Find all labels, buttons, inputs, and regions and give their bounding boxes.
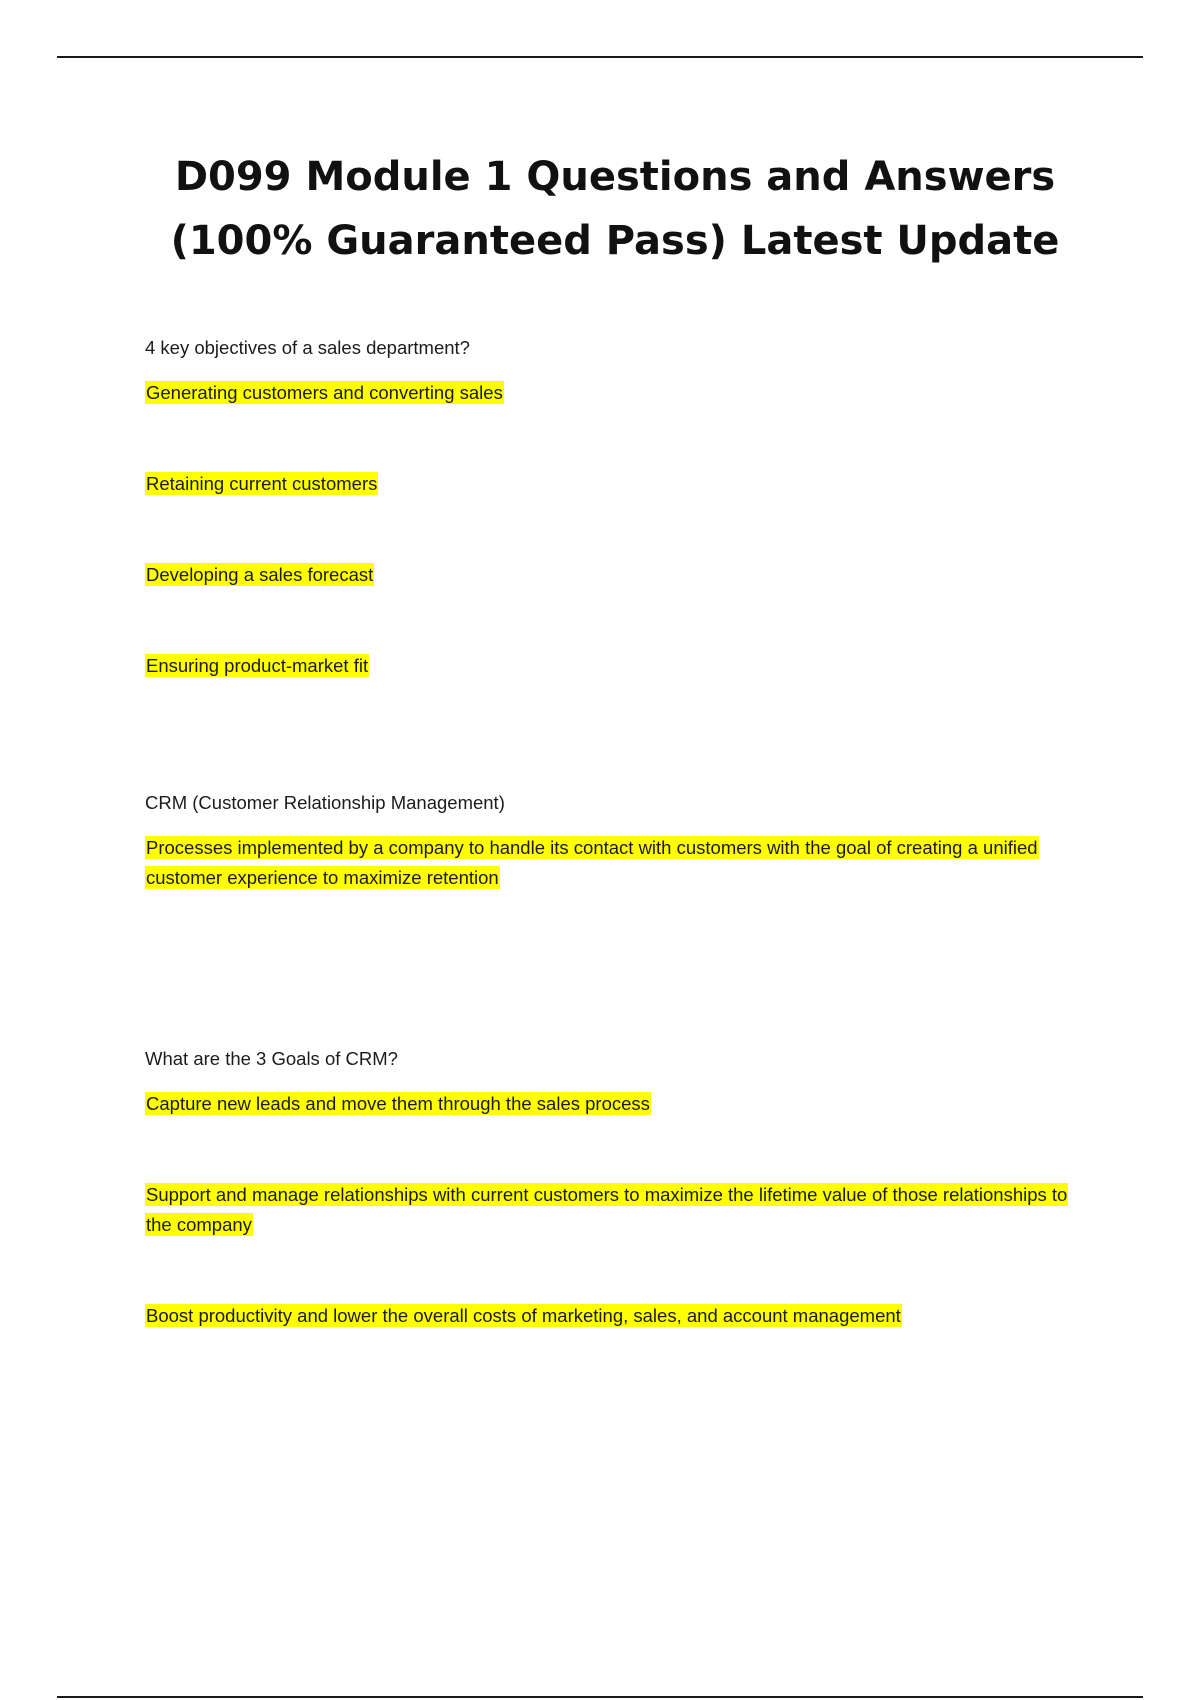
answer-highlight: Processes implemented by a company to handle its contact with customers with the goal of creating a unified customer experience to maximize retention (146, 837, 1038, 888)
answer-highlight: Capture new leads and move them through the sales process (146, 1093, 650, 1114)
answer-highlight: Retaining current customers (146, 473, 378, 494)
answer-highlight: Support and manage relationships with current customers to maximize the lifetime value of those relationships to the company (146, 1184, 1068, 1235)
answer-1-1 (145, 378, 1075, 408)
question-2: CRM (Customer Relationship Management) (145, 792, 505, 813)
answer-highlight: Ensuring product-market fit (146, 655, 369, 676)
answer-1-4 (145, 651, 1075, 681)
bottom-rule (57, 1696, 1143, 1698)
answer-3-3 (145, 1301, 1075, 1331)
question-1: 4 key objectives of a sales department? (145, 337, 470, 358)
answer-3-2 (145, 1180, 1075, 1240)
question-3: What are the 3 Goals of CRM? (145, 1048, 398, 1069)
answer-2-1 (145, 833, 1075, 893)
answer-highlight: Generating customers and converting sales (146, 382, 503, 403)
answer-highlight: Boost productivity and lower the overall costs of marketing, sales, and account management (146, 1305, 901, 1326)
answer-3-1 (145, 1089, 1075, 1119)
answer-1-2 (145, 469, 1075, 499)
answer-highlight: Developing a sales forecast (146, 564, 374, 585)
top-rule (57, 56, 1143, 58)
document-title: D099 Module 1 Questions and Answers (100% Guaranteed Pass) Latest Update (170, 154, 1060, 264)
answer-1-3 (145, 560, 1075, 590)
